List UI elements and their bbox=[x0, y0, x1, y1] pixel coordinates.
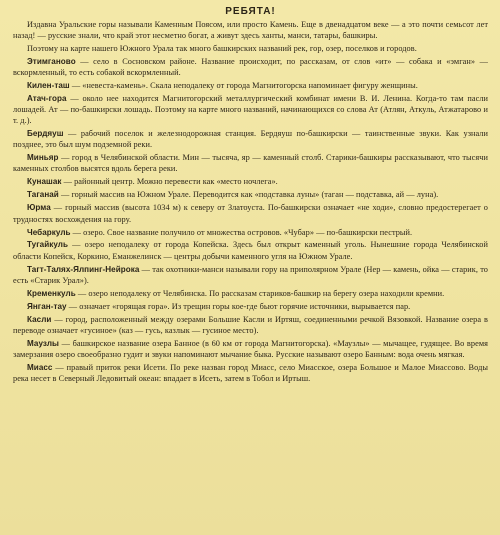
entry-berdyaush bbox=[13, 128, 488, 150]
entry-term: Касли bbox=[27, 314, 52, 324]
intro-paragraph: Поэтому на карте нашего Южного Урала так много башкирских названий рек, гор, озер, поселков и городов. bbox=[27, 44, 417, 54]
entry-term: Кременкуль bbox=[27, 288, 76, 298]
entry-term: Тугайкуль bbox=[27, 240, 68, 250]
entry-tugaykul bbox=[13, 239, 488, 261]
entry-miass bbox=[13, 362, 488, 384]
entry-text: — правый приток реки Исети. По реке назван город Миасс, село Миасское, озера Большое и Малое Миассово. Воды река несет в Северный Ледовитый океан: впадает в Исеть, затем в Тобол и Иртыш. bbox=[13, 362, 488, 383]
entry-text: — горный массив (высота 1034 м) к северу от Златоуста. По-башкирски означает «не ходи», словно предостерегает о трудностях восхождения на гору. bbox=[13, 203, 488, 224]
entry-etimganovo bbox=[13, 56, 488, 78]
entry-kilen-tash bbox=[13, 80, 488, 91]
entry-text: — башкирское название озера Банное (в 60 км от города Магнитогорска). «Маузлы» — мычащее, гудящее. Во время замерзания озеро своеобразно гудит и звуки напоминают мычание быка. Русские называют озеро Банным: вода очень мягкая. bbox=[13, 338, 488, 359]
entry-text: — рабочий поселок и железнодорожная станция. Бердяуш по-башкирски — таинственные звуки. Как узнали позднее, это был шум подземной реки. bbox=[13, 129, 488, 150]
entry-mauzly bbox=[13, 338, 488, 360]
entry-term: Маузлы bbox=[27, 338, 60, 348]
entry-term: Миасс bbox=[27, 362, 53, 372]
entry-term: Килен-таш bbox=[27, 81, 70, 91]
entry-term: Тагт-Талях-Ялпинг-Нейрока bbox=[27, 264, 140, 274]
entry-term: Бердяуш bbox=[27, 129, 64, 139]
entry-text: — город, расположенный между озерами Большие Касли и Иртяш, соединенными речкой Вязовкой. Название озера в переводе означает «гусиное» (каз — гусь, казлык — гусиное место). bbox=[13, 314, 488, 335]
entry-text: — районный центр. Можно перевести как «место ночлега». bbox=[61, 177, 278, 187]
entry-term: Миньяр bbox=[27, 153, 59, 163]
entry-term: Таганай bbox=[27, 190, 59, 200]
entry-minyar bbox=[13, 152, 488, 174]
entry-text: — село в Сосновском районе. Название происходит, по рассказам, от слов «ит» — собака и «эмган» — вскормленный, то есть собакой вскормленный. bbox=[13, 57, 488, 78]
entry-text: — озеро неподалеку от Челябинска. По рассказам стариков-башкир на берегу озера находили кремни. bbox=[75, 288, 445, 298]
entry-text: — так охотники-манси называли гору на приполярном Урале (Нер — камень, ойка — старик, то есть «Старик Урал»). bbox=[13, 264, 488, 285]
entry-term: Атач-гора bbox=[27, 94, 67, 104]
entry-term: Этимганово bbox=[27, 57, 76, 67]
entry-kasli bbox=[13, 314, 488, 336]
entry-yangan-tau bbox=[13, 301, 488, 312]
page-title: РЕБЯТА! bbox=[225, 6, 276, 17]
entry-text: — город в Челябинской области. Мин — тысяча, яр — каменный столб. Старики-башкиры рассказывают, что тысячи каменных столбов высятся вдоль берега реки. bbox=[13, 153, 488, 174]
entry-term: Чебаркуль bbox=[27, 227, 71, 237]
entry-text: — горный массив на Южном Урале. Переводится как «подставка луны» (таган — подставка, ай — луна). bbox=[58, 190, 439, 200]
entry-text: — около нее находится Магнитогорский металлургический комбинат имени В. И. Ленина. Когда-то там пасли лошадей. Ат — по-башкирски лошадь. Поэтому на карте много названий, начинающихся со слова Ат (Атлян, Аткуль, Атжатарово и т. д.). bbox=[13, 94, 488, 126]
entry-kunashak bbox=[13, 176, 488, 187]
entry-chebarkul bbox=[13, 227, 488, 238]
entry-taganay bbox=[13, 189, 488, 200]
entry-text: — означает «горящая гора». Из трещин горы кое-где бьют горячие источники, вырывается пар. bbox=[66, 301, 411, 311]
entry-atach-gora bbox=[13, 93, 488, 126]
entry-term: Янган-тау bbox=[27, 301, 67, 311]
entry-term: Кунашак bbox=[27, 177, 62, 187]
entry-text: — «невеста-камень». Скала неподалеку от города Магнитогорска напоминает фигуру женщины. bbox=[69, 81, 418, 91]
entry-text: — озеро. Свое название получило от множества островов. «Чубар» — по-башкирски пестрый. bbox=[70, 227, 413, 237]
intro-paragraph: Издавна Уральские горы называли Каменным Поясом, или просто Камень. Еще в двенадцатом веке — а это почти семьсот лет назад! — русские знали, что край этот несметно богат, а живут здесь ханты, манси, татары, башкиры. bbox=[13, 20, 488, 41]
entry-term: Юрма bbox=[27, 203, 51, 213]
entry-text: — озеро неподалеку от города Копейска. Здесь был открыт каменный уголь. Нынешние города Челябинской области Копейск, Коркино, Еманжелинск — центры добычи каменного угля на Южном Урале. bbox=[13, 240, 488, 261]
entry-yurma bbox=[13, 202, 488, 224]
entry-tagt-talyakh bbox=[13, 264, 488, 286]
entry-kremenkul bbox=[13, 288, 488, 299]
